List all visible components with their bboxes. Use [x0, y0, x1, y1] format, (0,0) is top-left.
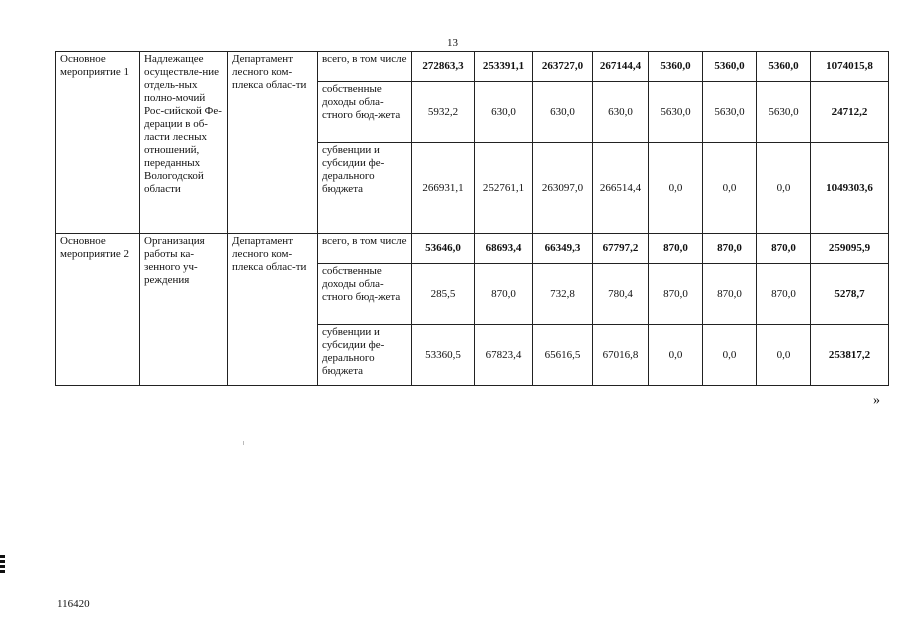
value-cell: 67016,8	[593, 325, 649, 386]
value-cell: 266931,1	[412, 143, 475, 234]
value-cell: 0,0	[757, 325, 811, 386]
source-cell: собственные доходы обла-стного бюд-жета	[318, 82, 412, 143]
value-cell: 630,0	[475, 82, 533, 143]
value-cell: 780,4	[593, 264, 649, 325]
total-cell: 1074015,8	[811, 52, 889, 82]
value-cell: 870,0	[649, 234, 703, 264]
value-cell: 285,5	[412, 264, 475, 325]
value-cell: 263727,0	[533, 52, 593, 82]
department-cell: Департамент лесного ком-плекса облас-ти	[228, 234, 318, 386]
value-cell: 67797,2	[593, 234, 649, 264]
total-cell: 5278,7	[811, 264, 889, 325]
value-cell: 0,0	[703, 143, 757, 234]
scan-artifact	[243, 441, 244, 445]
value-cell: 5360,0	[757, 52, 811, 82]
description-cell: Организация работы ка-зенного уч-реждения	[140, 234, 228, 386]
value-cell: 272863,3	[412, 52, 475, 82]
document-code: 116420	[57, 598, 90, 610]
table-row	[56, 234, 889, 264]
value-cell: 68693,4	[475, 234, 533, 264]
value-cell: 0,0	[649, 143, 703, 234]
value-cell: 253391,1	[475, 52, 533, 82]
value-cell: 65616,5	[533, 325, 593, 386]
value-cell: 263097,0	[533, 143, 593, 234]
source-cell: всего, в том числе	[318, 52, 412, 82]
value-cell: 870,0	[649, 264, 703, 325]
value-cell: 0,0	[757, 143, 811, 234]
value-cell: 630,0	[593, 82, 649, 143]
value-cell: 66349,3	[533, 234, 593, 264]
total-cell: 24712,2	[811, 82, 889, 143]
value-cell: 5360,0	[649, 52, 703, 82]
value-cell: 53360,5	[412, 325, 475, 386]
activity-cell: Основное мероприятие 1	[56, 52, 140, 234]
table-row	[56, 52, 889, 82]
value-cell: 5630,0	[703, 82, 757, 143]
closing-quote: »	[873, 393, 880, 408]
value-cell: 870,0	[757, 264, 811, 325]
total-cell: 259095,9	[811, 234, 889, 264]
value-cell: 252761,1	[475, 143, 533, 234]
value-cell: 5630,0	[649, 82, 703, 143]
value-cell: 0,0	[649, 325, 703, 386]
value-cell: 53646,0	[412, 234, 475, 264]
total-cell: 253817,2	[811, 325, 889, 386]
value-cell: 870,0	[703, 264, 757, 325]
scan-marker	[0, 555, 5, 579]
source-cell: всего, в том числе	[318, 234, 412, 264]
activity-cell: Основное мероприятие 2	[56, 234, 140, 386]
value-cell: 5630,0	[757, 82, 811, 143]
value-cell: 870,0	[757, 234, 811, 264]
budget-table	[55, 51, 889, 386]
page-number: 13	[447, 37, 458, 49]
value-cell: 732,8	[533, 264, 593, 325]
department-cell: Департамент лесного ком-плекса облас-ти	[228, 52, 318, 234]
value-cell: 630,0	[533, 82, 593, 143]
value-cell: 5932,2	[412, 82, 475, 143]
value-cell: 267144,4	[593, 52, 649, 82]
description-cell: Надлежащее осуществле-ние отдель-ных полно-мочий Рос-сийской Фе-дерации в об-ласти лесных отношений, переданных Вологодской области	[140, 52, 228, 234]
value-cell: 0,0	[703, 325, 757, 386]
value-cell: 870,0	[703, 234, 757, 264]
source-cell: субвенции и субсидии фе-дерального бюджета	[318, 325, 412, 386]
value-cell: 870,0	[475, 264, 533, 325]
value-cell: 266514,4	[593, 143, 649, 234]
source-cell: субвенции и субсидии фе-дерального бюджета	[318, 143, 412, 234]
value-cell: 67823,4	[475, 325, 533, 386]
total-cell: 1049303,6	[811, 143, 889, 234]
value-cell: 5360,0	[703, 52, 757, 82]
source-cell: собственные доходы обла-стного бюд-жета	[318, 264, 412, 325]
